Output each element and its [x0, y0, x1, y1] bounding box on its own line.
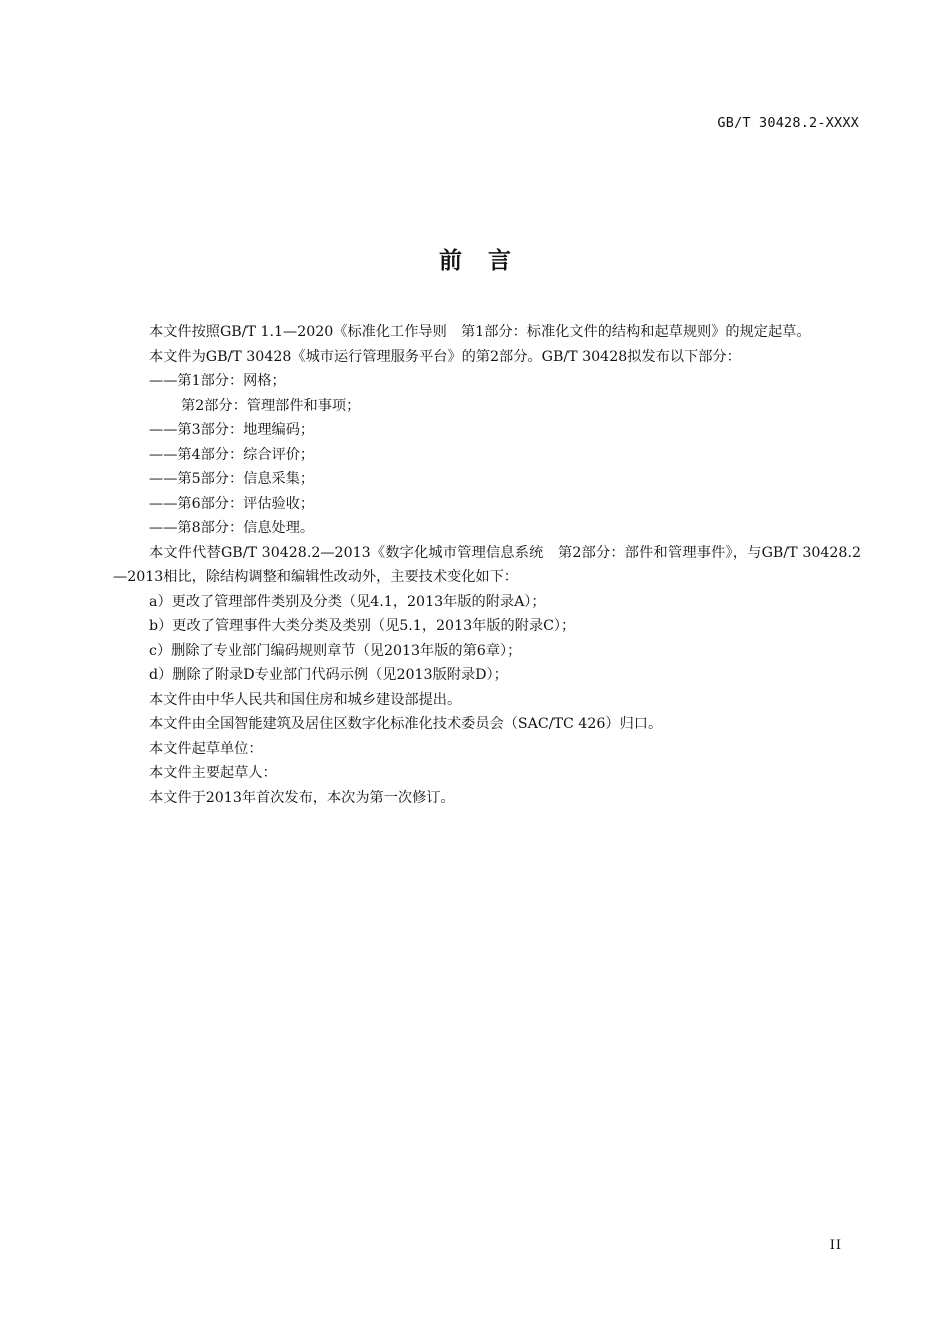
part-item: ——第8部分：信息处理。	[149, 520, 315, 536]
part-item: ——第6部分：评估验收；	[149, 495, 315, 512]
paragraph-series: 本文件为GB/T 30428《城市运行管理服务平台》的第2部分。GB/T 30428拟发布以下部分：	[149, 348, 741, 365]
change-item: b）更改了管理事件大类分类及类别（见5.1，2013年版的附录C）；	[149, 618, 576, 634]
change-item: c）删除了专业部门编码规则章节（见2013年版的第6章）；	[149, 642, 522, 659]
paragraph-replaces: 本文件代替GB/T 30428.2—2013《数字化城市管理信息系统 第2部分：部件和管理事件》，与GB/T 30428.2—2013相比，除结构调整和编辑性改动外，主要技术变化如下：	[113, 544, 861, 585]
page-title	[0, 242, 950, 275]
title-char-2: 言	[488, 248, 511, 274]
paragraph-history: 本文件于2013年首次发布，本次为第一次修订。	[149, 789, 455, 806]
part-item: ——第4部分：综合评价；	[149, 446, 315, 463]
paragraph-drafting-units: 本文件起草单位：	[149, 740, 263, 757]
title-char-1: 前	[439, 248, 462, 274]
paragraph-drafting-rules: 本文件按照GB/T 1.1—2020《标准化工作导则 第1部分：标准化文件的结构和起草规则》的规定起草。	[149, 324, 811, 340]
change-item: d）删除了附录D专业部门代码示例（见2013版附录D）；	[149, 667, 508, 683]
part-item: ——第3部分：地理编码；	[149, 422, 315, 438]
part-item: ——第1部分：网格；	[149, 373, 286, 389]
standard-code: GB/T 30428.2-XXXX	[717, 115, 859, 131]
change-item: a）更改了管理部件类别及分类（见4.1，2013年版的附录A）；	[149, 593, 546, 610]
paragraph-drafters: 本文件主要起草人：	[149, 765, 277, 781]
preface-body	[113, 320, 861, 810]
page-number: II	[829, 1238, 842, 1253]
part-item: 第2部分：管理部件和事项；	[181, 397, 361, 414]
paragraph-proposed-by: 本文件由中华人民共和国住房和城乡建设部提出。	[149, 691, 462, 708]
part-item: ——第5部分：信息采集；	[149, 471, 315, 487]
paragraph-technical-committee: 本文件由全国智能建筑及居住区数字化标准化技术委员会（SAC/TC 426）归口。	[149, 716, 663, 732]
